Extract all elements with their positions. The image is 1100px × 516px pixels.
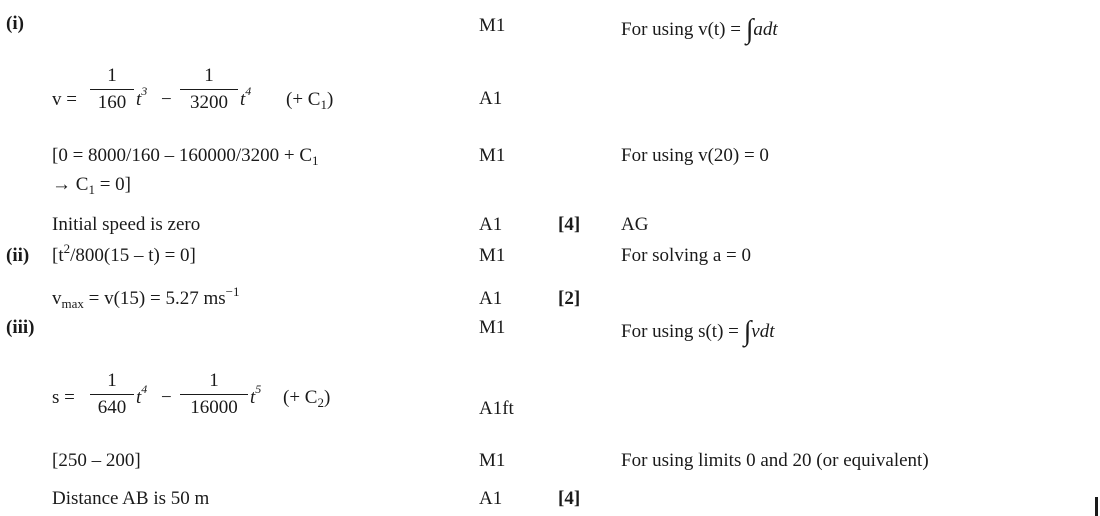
v-lhs: v = — [52, 89, 77, 110]
integral-sign-icon: ∫ — [743, 316, 752, 347]
vmax-line — [52, 284, 240, 311]
mark-m1: M1 — [479, 450, 506, 471]
exponent: 3 — [141, 84, 148, 98]
fraction-bar — [180, 394, 248, 395]
v-symbol: v — [52, 288, 62, 309]
guidance-ag: AG — [621, 214, 649, 235]
initial-speed-line: Initial speed is zero — [52, 214, 201, 235]
v-frac2-numerator: 1 — [204, 65, 214, 86]
const-subscript: 1 — [320, 97, 327, 112]
t-variable: t — [136, 387, 142, 408]
total-marks: [2] — [558, 288, 581, 309]
working-line-c1 — [52, 145, 319, 168]
total-marks: [4] — [558, 488, 581, 509]
v-frac1-numerator: 1 — [107, 65, 117, 86]
t-variable: t — [250, 387, 256, 408]
constant-c1 — [286, 89, 334, 112]
s-frac2-denominator: 16000 — [190, 397, 238, 418]
working-text: [0 = 8000/160 – 160000/3200 + C — [52, 145, 312, 166]
v-fraction-2 — [180, 66, 238, 112]
mark-m1: M1 — [479, 15, 506, 36]
guidance-v20: For using v(20) = 0 — [621, 145, 769, 166]
limits-line: [250 – 200] — [52, 450, 141, 471]
const-open: (+ C — [286, 89, 321, 110]
exponent: 4 — [245, 84, 252, 98]
working-text-end: /800(15 – t) = 0] — [70, 245, 196, 266]
fraction-bar — [180, 89, 238, 90]
s-term-2 — [250, 382, 262, 408]
const-open: (+ C — [283, 387, 318, 408]
distance-line: Distance AB is 50 m — [52, 488, 210, 509]
mark-m1: M1 — [479, 145, 506, 166]
v-fraction-1 — [90, 66, 134, 112]
s-term-1 — [136, 382, 148, 408]
integrand: vdt — [751, 321, 775, 342]
s-lhs: s = — [52, 387, 75, 408]
s-frac1-denominator: 640 — [97, 397, 127, 418]
guidance-limits: For using limits 0 and 20 (or equivalent) — [621, 450, 929, 471]
working-text-end: = 0] — [94, 174, 131, 195]
subscript-max: max — [61, 296, 84, 311]
v-term-1 — [136, 84, 148, 110]
s-fraction-2 — [180, 371, 248, 417]
const-close: ) — [323, 387, 331, 408]
vmax-value: = v(15) = 5.27 ms — [83, 288, 226, 309]
t-variable: t — [240, 89, 246, 110]
integrand: adt — [753, 19, 778, 40]
working-line-c1-result — [52, 174, 131, 197]
mark-a1: A1 — [479, 288, 503, 309]
v-term-2 — [240, 84, 252, 110]
part-label-iii: (iii) — [6, 317, 35, 338]
guidance-solve-a: For solving a = 0 — [621, 245, 751, 266]
mark-a1: A1 — [479, 488, 503, 509]
fraction-bar — [90, 89, 134, 90]
constant-c2 — [283, 387, 331, 410]
unit-exponent: −1 — [225, 284, 240, 299]
guidance-integral-v — [621, 315, 775, 347]
guidance-integral-a — [621, 13, 778, 45]
s-fraction-1 — [90, 371, 134, 417]
part-label-ii: (ii) — [6, 245, 30, 266]
guidance-text: For using v(t) = — [621, 19, 741, 40]
v-frac2-denominator: 3200 — [190, 92, 228, 113]
v-frac1-denominator: 160 — [97, 92, 127, 113]
mark-m1: M1 — [479, 317, 506, 338]
total-marks: [4] — [558, 214, 581, 235]
const-close: ) — [326, 89, 334, 110]
minus-sign: − — [161, 387, 172, 408]
subscript: 1 — [312, 153, 319, 168]
text-cursor-icon — [1095, 497, 1098, 516]
const-subscript: 2 — [317, 395, 324, 410]
superscript: 2 — [63, 241, 71, 256]
minus-sign: − — [161, 89, 172, 110]
s-frac1-numerator: 1 — [107, 370, 117, 391]
exponent: 5 — [255, 382, 262, 396]
working-text: → C — [52, 174, 89, 195]
solve-a-line — [52, 241, 196, 266]
part-label-i: (i) — [6, 13, 24, 34]
guidance-text: For using s(t) = — [621, 321, 739, 342]
t-variable: t — [136, 89, 142, 110]
working-text: [t — [52, 245, 64, 266]
exponent: 4 — [141, 382, 148, 396]
fraction-bar — [90, 394, 134, 395]
mark-a1: A1 — [479, 88, 503, 109]
mark-a1ft: A1ft — [479, 398, 514, 419]
subscript: 1 — [88, 182, 95, 197]
mark-a1: A1 — [479, 214, 503, 235]
integral-sign-icon: ∫ — [745, 14, 754, 45]
mark-m1: M1 — [479, 245, 506, 266]
s-frac2-numerator: 1 — [209, 370, 219, 391]
